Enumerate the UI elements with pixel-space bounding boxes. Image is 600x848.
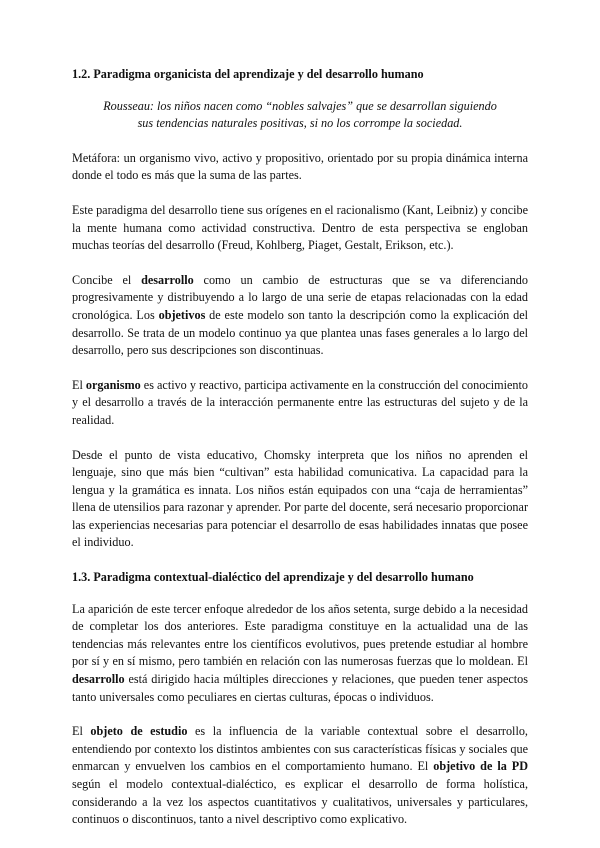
section-heading-organicista: 1.2. Paradigma organicista del aprendizaje y del desarrollo humano [72,67,424,81]
text-run: El [72,377,86,392]
paragraph-origenes: Este paradigma del desarrollo tiene sus orígenes en el racionalismo (Kant, Leibniz) y concibe la mente humana como actividad constructiva. Dentro de esta perspectiva se engloban muchas teorías del desarrollo (Freud, Kohlberg, Piaget, Gestalt, Erikson, etc.). [72,202,528,253]
paragraph-aparicion [72,601,528,707]
paragraph-chomsky: Desde el punto de vista educativo, Chomsky interpreta que los niños no aprenden el lenguaje, sino que más bien “cultivan” esta habilidad comunicativa. La capacidad para la lengua y la gramática es innata. Los niños están equipados con una “caja de herramientas” llena de utensilios para razonar y aprender. Por parte del docente, será necesario proporcionar las experiencias necesarias para potenciar el desarrollo de esas habilidades innatas que posee el individuo. [72,447,528,550]
text-run: según el modelo contextual-dialéctico, es explicar el desarrollo de forma holística, considerando a la vez los aspectos cuantitativos y cualitativos, universales y particulares, continuos o discontinuos, tanto a nivel descriptivo como explicativo. [72,777,528,827]
text-run: es activo y reactivo, participa activamente en la construcción del conocimiento y el desarrollo a través de la interacción permanente entre las estructuras del sujeto y de la realidad. [72,377,528,427]
text-run: está dirigido hacia múltiples direcciones y relaciones, que pueden tener aspectos tanto universales como peculiares en ciertas culturas, épocas o individuos. [72,672,528,704]
bold-term-desarrollo-2: desarrollo [72,672,125,687]
text-run: La aparición de este tercer enfoque alrededor de los años setenta, surge debido a la necesidad de completar los dos anteriores. Este paradigma constituye en la actualidad una de las tendencias más relevantes entre los científicos evolutivos, pues pretende estudiar al hombre por sí y en sí mismo, pero también en relación con las numerosas fuerzas que lo moldean. El [72,601,528,669]
bold-term-objetivo-pd: objetivo de la PD [433,759,528,774]
text-run: como un cambio de estructuras que se va diferenciando progresivamente y distribuyendo a lo largo de una serie de etapas relacionadas con la edad cronológica. Los [72,272,528,322]
paragraph-organismo [72,377,528,430]
bold-term-objeto-de-estudio: objeto de estudio [90,724,188,739]
paragraph-metafora: Metáfora: un organismo vivo, activo y propositivo, orientado por su propia dinámica interna donde el todo es más que la suma de las partes. [72,150,528,183]
text-run: Concibe el [72,272,142,287]
section-heading-contextual: 1.3. Paradigma contextual-dialéctico del aprendizaje y del desarrollo humano [72,570,474,585]
bold-term-objetivos: objetivos [158,307,206,322]
rousseau-quote: Rousseau: los niños nacen como “nobles salvajes” que se desarrollan siguiendo sus tendencias naturales positivas, si no los corrompe la sociedad. [103,98,497,131]
text-run: de este modelo son tanto la descripción como la explicación del desarrollo. Se trata de un modelo continuo ya que plantea unas fases generales a lo largo del desarrollo, pero sus descripciones son discontinuas. [72,307,529,358]
bold-term-organismo: organismo [85,377,141,392]
text-run: El [72,724,91,739]
bold-term-desarrollo: desarrollo [141,272,194,287]
paragraph-concibe-desarrollo [72,272,528,360]
text-run: es la influencia de la variable contextual sobre el desarrollo, entendiendo por contexto los distintos ambientes con sus características físicas y sociales que enmarcan y envuelven los cambios en el comportamiento humano. El [72,724,528,774]
paragraph-objeto-estudio [72,723,528,829]
